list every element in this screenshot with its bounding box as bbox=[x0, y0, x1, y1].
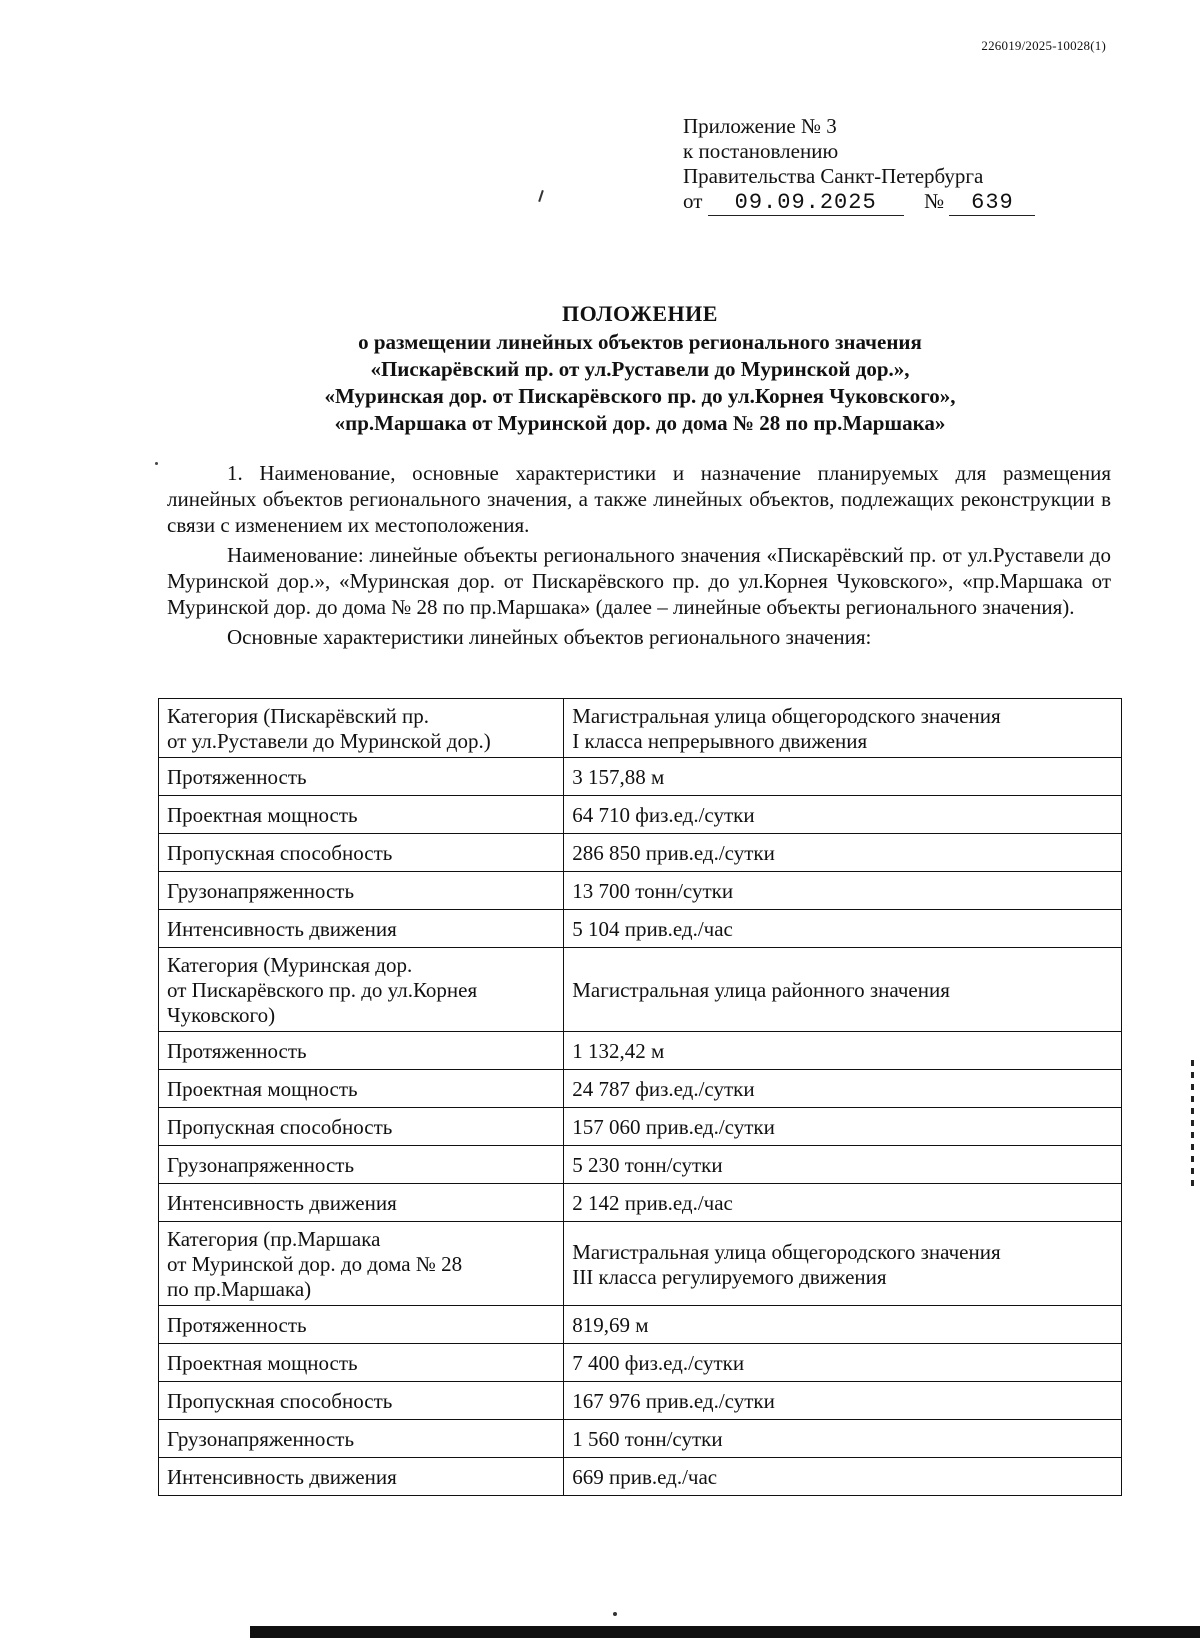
table-cell-value: 1 132,42 м bbox=[564, 1032, 1122, 1070]
table-cell-value: 5 104 прив.ед./час bbox=[564, 910, 1122, 948]
date-prefix: от bbox=[683, 189, 703, 213]
title-line: о размещении линейных объектов регионального значения bbox=[358, 330, 922, 354]
table-row bbox=[159, 1344, 1122, 1382]
table-row bbox=[159, 1184, 1122, 1222]
resolution-number: 639 bbox=[949, 190, 1035, 216]
table-cell-label bbox=[159, 1222, 564, 1306]
cell-text: Категория (пр.Маршака bbox=[167, 1227, 381, 1251]
cell-text: от Пискарёвского пр. до ул.Корнея bbox=[167, 978, 478, 1002]
table-cell-value: 3 157,88 м bbox=[564, 758, 1122, 796]
number-prefix: № bbox=[924, 189, 945, 213]
body-text bbox=[167, 460, 1111, 654]
table-cell-label: Грузонапряженность bbox=[159, 872, 564, 910]
table-row bbox=[159, 834, 1122, 872]
scan-artifact bbox=[613, 1612, 617, 1616]
annex-block bbox=[683, 114, 1035, 216]
resolution-date: 09.09.2025 bbox=[708, 190, 904, 216]
table-cell-label bbox=[159, 948, 564, 1032]
table-cell-label bbox=[159, 699, 564, 758]
annex-number: Приложение № 3 bbox=[683, 114, 837, 138]
table-row bbox=[159, 948, 1122, 1032]
table-row bbox=[159, 1070, 1122, 1108]
cell-text: Категория (Муринская дор. bbox=[167, 953, 413, 977]
table-cell-label: Грузонапряженность bbox=[159, 1420, 564, 1458]
document-title bbox=[160, 300, 1120, 437]
table-row bbox=[159, 1146, 1122, 1184]
table-cell-label: Проектная мощность bbox=[159, 1070, 564, 1108]
table-cell-label: Интенсивность движения bbox=[159, 1458, 564, 1496]
title-line: «пр.Маршака от Муринской дор. до дома № 28 по пр.Маршака» bbox=[334, 411, 946, 435]
cell-text: Магистральная улица общегородского значения bbox=[572, 1239, 1001, 1264]
table-cell-value bbox=[564, 1222, 1122, 1306]
table-cell-value: 1 560 тонн/сутки bbox=[564, 1420, 1122, 1458]
title-heading: ПОЛОЖЕНИЕ bbox=[562, 301, 718, 326]
paragraph: Основные характеристики линейных объектов регионального значения: bbox=[227, 625, 872, 649]
table-cell-label: Протяженность bbox=[159, 758, 564, 796]
table-row bbox=[159, 1222, 1122, 1306]
table-cell-value: 64 710 физ.ед./сутки bbox=[564, 796, 1122, 834]
table-cell-value: Магистральная улица районного значения bbox=[564, 948, 1122, 1032]
table-row bbox=[159, 1032, 1122, 1070]
table-cell-label: Проектная мощность bbox=[159, 1344, 564, 1382]
table-cell-label: Протяженность bbox=[159, 1032, 564, 1070]
annex-ref: к постановлению bbox=[683, 139, 839, 163]
table-cell-value bbox=[564, 699, 1122, 758]
table-cell-label: Пропускная способность bbox=[159, 1108, 564, 1146]
table-row bbox=[159, 758, 1122, 796]
table-cell-label: Протяженность bbox=[159, 1306, 564, 1344]
cell-text: от Муринской дор. до дома № 28 bbox=[167, 1252, 463, 1276]
cell-text: Категория (Пискарёвский пр. bbox=[167, 704, 430, 728]
table-row bbox=[159, 1458, 1122, 1496]
table-cell-label: Пропускная способность bbox=[159, 834, 564, 872]
table-row bbox=[159, 699, 1122, 758]
cell-text: I класса непрерывного движения bbox=[572, 729, 868, 753]
table-cell-value: 24 787 физ.ед./сутки bbox=[564, 1070, 1122, 1108]
paragraph: Наименование: линейные объекты регионального значения «Пискарёвский пр. от ул.Руставели до Муринской дор.», «Муринская дор. от Пискарёвского пр. до ул.Корнея Чуковского», «пр.Маршака от Муринской дор. до дома № 28 по пр.Маршака» (далее – линейные объекты регионального значения). bbox=[167, 543, 1111, 619]
table-row bbox=[159, 1306, 1122, 1344]
cell-text: III класса регулируемого движения bbox=[572, 1264, 887, 1289]
table-row bbox=[159, 872, 1122, 910]
table-cell-value: 167 976 прив.ед./сутки bbox=[564, 1382, 1122, 1420]
table-cell-value: 13 700 тонн/сутки bbox=[564, 872, 1122, 910]
table-cell-value: 7 400 физ.ед./сутки bbox=[564, 1344, 1122, 1382]
table-cell-value: 819,69 м bbox=[564, 1306, 1122, 1344]
annex-date-line bbox=[683, 189, 1035, 216]
table-cell-value: 286 850 прив.ед./сутки bbox=[564, 834, 1122, 872]
scan-edge bbox=[250, 1626, 1200, 1638]
table-cell-value: 2 142 прив.ед./час bbox=[564, 1184, 1122, 1222]
scan-artifact bbox=[538, 190, 544, 202]
scan-artifact bbox=[1191, 1060, 1194, 1190]
table-row bbox=[159, 796, 1122, 834]
table-cell-value: 157 060 прив.ед./сутки bbox=[564, 1108, 1122, 1146]
scan-artifact bbox=[155, 462, 158, 465]
table-row bbox=[159, 1420, 1122, 1458]
table-row bbox=[159, 1108, 1122, 1146]
title-line: «Пискарёвский пр. от ул.Руставели до Муринской дор.», bbox=[370, 357, 910, 381]
table-cell-label: Пропускная способность bbox=[159, 1382, 564, 1420]
table-cell-label: Проектная мощность bbox=[159, 796, 564, 834]
table-cell-label: Интенсивность движения bbox=[159, 910, 564, 948]
table-cell-label: Грузонапряженность bbox=[159, 1146, 564, 1184]
cell-text: по пр.Маршака) bbox=[167, 1277, 312, 1301]
table-cell-value: 669 прив.ед./час bbox=[564, 1458, 1122, 1496]
table-row bbox=[159, 1382, 1122, 1420]
paragraph: 1. Наименование, основные характеристики и назначение планируемых для размещения линейных объектов регионального значения, а также линейных объектов, подлежащих реконструкции в связи с изменением их местоположения. bbox=[167, 461, 1111, 537]
cell-text: Магистральная улица общегородского значения bbox=[572, 704, 1001, 728]
table-cell-label: Интенсивность движения bbox=[159, 1184, 564, 1222]
cell-text: от ул.Руставели до Муринской дор.) bbox=[167, 729, 491, 753]
characteristics-table bbox=[158, 698, 1122, 1496]
annex-authority: Правительства Санкт-Петербурга bbox=[683, 164, 984, 188]
document-code: 226019/2025-10028(1) bbox=[981, 38, 1106, 53]
cell-text: Чуковского) bbox=[167, 1003, 276, 1027]
table-cell-value: 5 230 тонн/сутки bbox=[564, 1146, 1122, 1184]
title-line: «Муринская дор. от Пискарёвского пр. до ул.Корнея Чуковского», bbox=[324, 384, 956, 408]
table-row bbox=[159, 910, 1122, 948]
